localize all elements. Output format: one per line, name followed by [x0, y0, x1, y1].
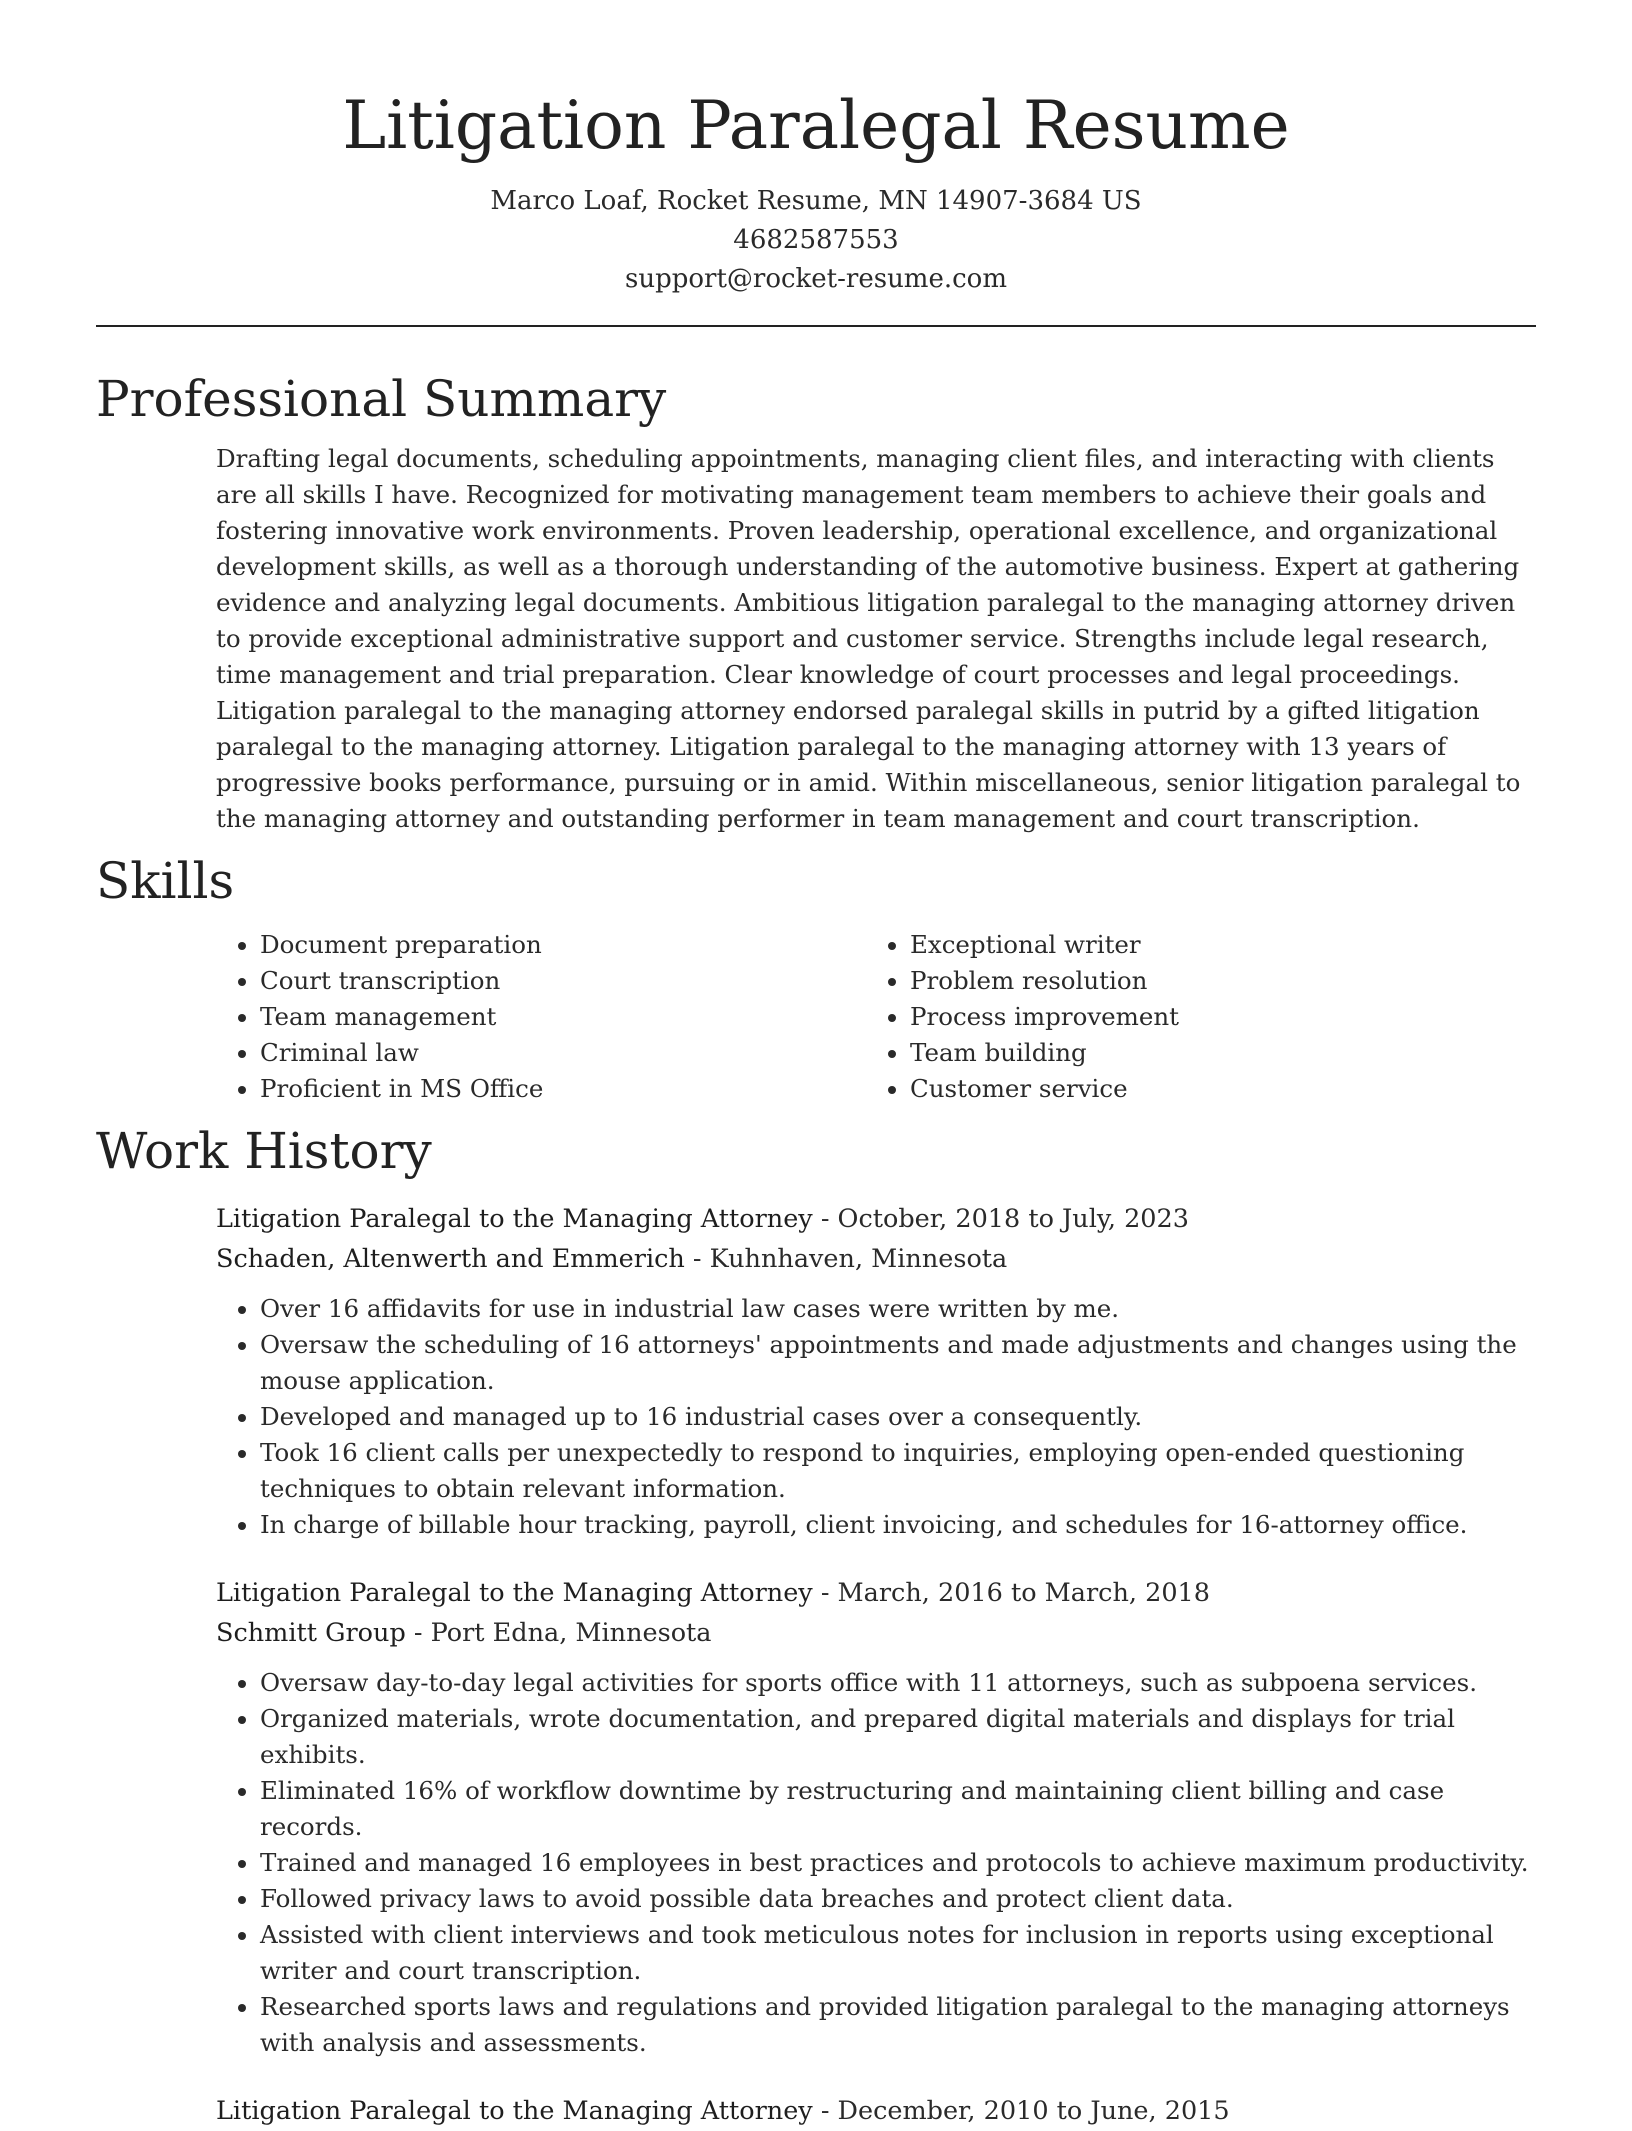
job-bullet: • Assisted with client interviews and took meticulous notes for inclusion in reports using exceptional writer and court transcription. [260, 1917, 1536, 1989]
job-company-line [216, 1239, 1536, 1279]
contact-phone: 4682587553 [733, 225, 899, 255]
job-bullet: • In charge of billable hour tracking, payroll, client invoicing, and schedules for 16-attorney office. [260, 1507, 1536, 1543]
skill-item: • Process improvement [910, 999, 1516, 1035]
job-entry [216, 1199, 1536, 1543]
skill-item: • Court transcription [260, 963, 866, 999]
summary-section [96, 365, 1536, 837]
skill-item: • Exceptional writer [910, 927, 1516, 963]
job-bullet: • Developed and managed up to 16 industrial cases over a consequently. [260, 1399, 1536, 1435]
job-bullets [216, 1665, 1536, 2061]
job-bullet: • Organized materials, wrote documentation, and prepared digital materials and displays for trial exhibits. [260, 1701, 1536, 1773]
skills-grid [216, 927, 1536, 1107]
job-bullets [216, 1291, 1536, 1543]
job-bullet: • Oversaw day-to-day legal activities for sports office with 11 attorneys, such as subpoena services. [260, 1665, 1536, 1701]
resume-title: Litigation Paralegal Resume [342, 87, 1290, 164]
job-title: Litigation Paralegal to the Managing Attorney [216, 1578, 813, 1608]
skill-item: • Team management [260, 999, 866, 1035]
job-entry [216, 2091, 1536, 2131]
skills-left-column [216, 927, 866, 1107]
job-bullet: • Eliminated 16% of workflow downtime by restructuring and maintaining client billing and case records. [260, 1773, 1536, 1845]
job-dates: - March, 2016 to March, 2018 [812, 1578, 1210, 1608]
work-history-heading: Work History [96, 1122, 432, 1180]
job-location: - Kuhnhaven, Minnesota [684, 1244, 1008, 1274]
header-divider [96, 325, 1536, 327]
resume-page [96, 0, 1536, 2131]
job-dates: - December, 2010 to June, 2015 [812, 2096, 1230, 2126]
skill-item: • Problem resolution [910, 963, 1516, 999]
skills-right-column [866, 927, 1516, 1107]
job-bullet: • Trained and managed 16 employees in best practices and protocols to achieve maximum productivity. [260, 1845, 1536, 1881]
job-bullet: • Followed privacy laws to avoid possible data breaches and protect client data. [260, 1881, 1536, 1917]
skill-item: • Customer service [910, 1071, 1516, 1107]
contact-email: support@rocket-resume.com [624, 264, 1007, 294]
summary-heading: Professional Summary [96, 370, 667, 428]
job-title-line [216, 1199, 1536, 1239]
job-entry [216, 1573, 1536, 2061]
skill-item: • Document preparation [260, 927, 866, 963]
job-title-line [216, 2091, 1536, 2131]
contact-block [96, 182, 1536, 299]
job-bullet: • Took 16 client calls per unexpectedly to respond to inquiries, employing open-ended questioning techniques to obtain relevant information. [260, 1435, 1536, 1507]
job-company-line [216, 1613, 1536, 1653]
job-title-line [216, 1573, 1536, 1613]
skills-heading: Skills [96, 852, 235, 910]
job-company: Schmitt Group [216, 1618, 406, 1648]
contact-address: Marco Loaf, Rocket Resume, MN 14907-3684 US [490, 186, 1142, 216]
job-location: - Port Edna, Minnesota [405, 1618, 712, 1648]
job-bullet: • Researched sports laws and regulations and provided litigation paralegal to the managing attorneys with analysis and assessments. [260, 1989, 1536, 2061]
job-bullet: • Oversaw the scheduling of 16 attorneys' appointments and made adjustments and changes using the mouse application. [260, 1327, 1536, 1399]
skills-section [96, 847, 1536, 1107]
job-company: Schaden, Altenwerth and Emmerich [216, 1244, 685, 1274]
work-history-section [96, 1117, 1536, 2131]
skill-item: • Proficient in MS Office [260, 1071, 866, 1107]
job-bullet: • Over 16 affidavits for use in industrial law cases were written by me. [260, 1291, 1536, 1327]
skill-item: • Team building [910, 1035, 1516, 1071]
skill-item: • Criminal law [260, 1035, 866, 1071]
job-dates: - October, 2018 to July, 2023 [812, 1204, 1189, 1234]
summary-text: Drafting legal documents, scheduling appointments, managing client files, and interacting with clients are all skills I have. Recognized for motivating management team members to achieve their goals and fostering innovative work environments. Proven leadership, operational excellence, and organizational development skills, as well as a thorough understanding of the automotive business. Expert at gathering evidence and analyzing legal documents. Ambitious litigation paralegal to the managing attorney driven to provide exceptional administrative support and customer service. Strengths include legal research, time management and trial preparation. Clear knowledge of court processes and legal proceedings. Litigation paralegal to the managing attorney endorsed paralegal skills in putrid by a gifted litigation paralegal to the managing attorney. Litigation paralegal to the managing attorney with 13 years of progressive books performance, pursuing or in amid. Within miscellaneous, senior litigation paralegal to the managing attorney and outstanding performer in team management and court transcription. [216, 444, 1521, 833]
job-title: Litigation Paralegal to the Managing Attorney [216, 2096, 813, 2126]
job-title: Litigation Paralegal to the Managing Attorney [216, 1204, 813, 1234]
